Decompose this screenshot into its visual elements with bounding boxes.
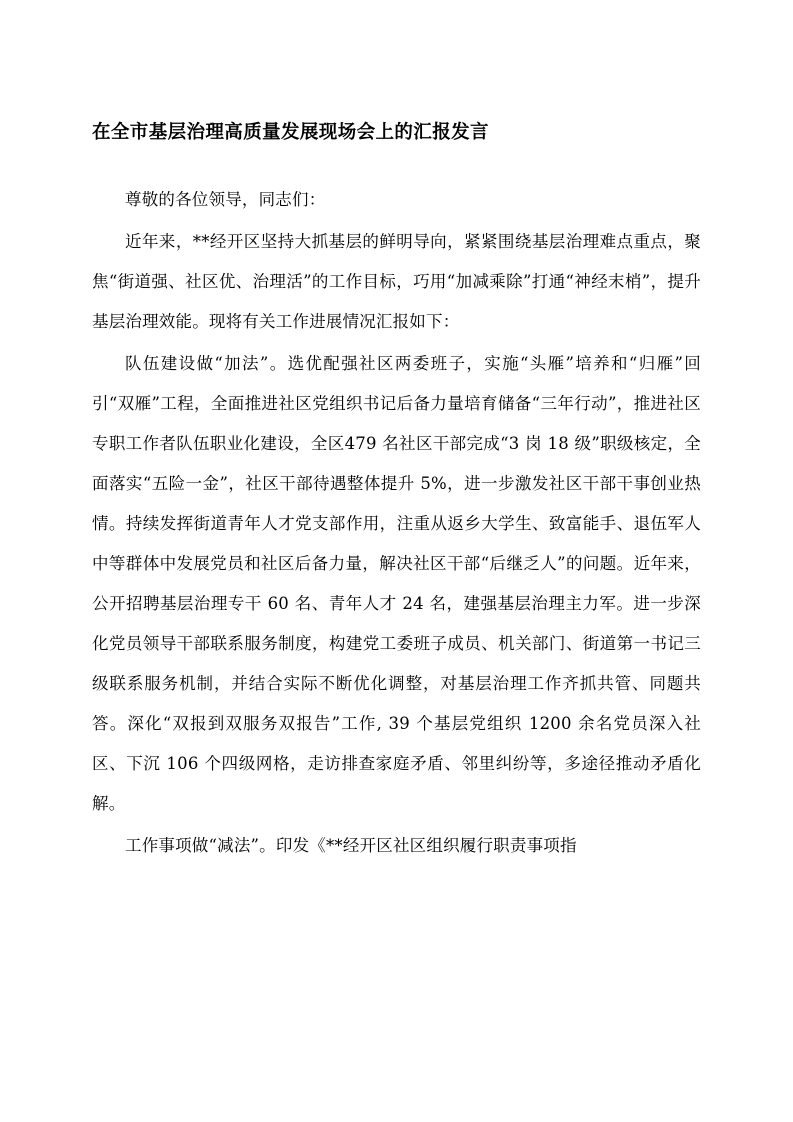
paragraph-salutation: 尊敬的各位领导，同志们： <box>125 189 326 209</box>
page-title: 在全市基层治理高质量发展现场会上的汇报发言 <box>92 122 489 143</box>
paragraph-intro: 近年来，**经开区坚持大抓基层的鲜明导向，紧紧围绕基层治理难点重点，聚焦“街道强、社区优、治理活”的工作目标，巧用“加减乘除”打通“神经末梢”，提升基层治理效能。现将有关工作进展情况汇报如下： <box>92 231 701 331</box>
paragraph-team-building: 队伍建设做“加法”。选优配强社区两委班子，实施“头雁”培养和“归雁”回引“双雁”工程，全面推进社区党组织书记后备力量培育储备“三年行动”，推进社区专职工作者队伍职业化建设，全区479 名社区干部完成“3 岗 18 级”职级核定，全面落实“五险一金”，社区干部待遇整体提升 5%，进一步激发社区干部干事创业热情。持续发挥街道青年人才党支部作用，注重从返乡大学生、致富能手、退伍军人中等群体中发展党员和社区后备力量，解决社区干部“后继乏人”的问题。近年来，公开招聘基层治理专干 60 名、青年人才 24 名，建强基层治理主力军。进一步深化党员领导干部联系服务制度，构建党工委班子成员、机关部门、街道第一书记三级联系服务机制，并结合实际不断优化调整，对基层治理工作齐抓共管、同题共答。深化“双报到双服务双报告”工作, 39 个基层党组织 1200 余名党员深入社区、下沉 106 个四级网格，走访排查家庭矛盾、邻里纠纷等，多途径推动矛盾化解。 <box>92 353 701 813</box>
paragraph-work-items: 工作事项做“减法”。印发《**经开区社区组织履行职责事项指 <box>125 835 577 855</box>
